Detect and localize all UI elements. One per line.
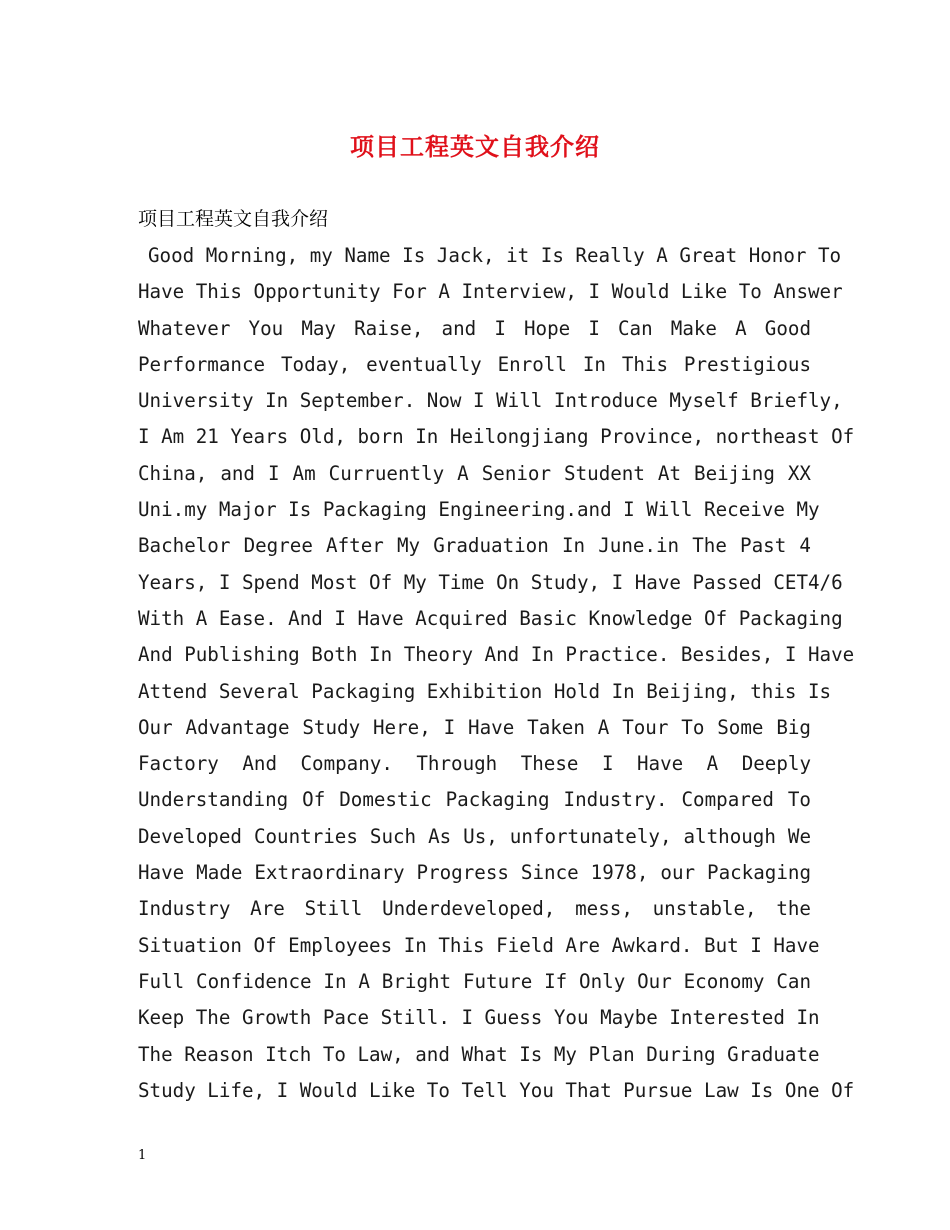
body-line: Understanding Of Domestic Packaging Industry. Compared To (138, 788, 811, 812)
body-line: China, and I Am Curruently A Senior Student At Beijing XX (138, 461, 811, 485)
body-line: With A Ease. And I Have Acquired Basic Knowledge Of Packaging (138, 606, 843, 630)
document-subtitle: 项目工程英文自我介绍 (138, 208, 329, 230)
body-line: Factory And Company. Through These I Have A Deeply (138, 752, 811, 776)
body-line: And Publishing Both In Theory And In Practice. Besides, I Have (138, 643, 855, 667)
page-number: 1 (138, 1148, 147, 1163)
document-body (138, 238, 855, 1109)
body-line: Industry Are Still Underdeveloped, mess, unstable, the (138, 897, 811, 921)
body-line: Developed Countries Such As Us, unfortunately, although We (138, 824, 811, 848)
body-line: Bachelor Degree After My Graduation In June.in The Past 4 (138, 534, 811, 558)
body-line: Uni.my Major Is Packaging Engineering.and I Will Receive My (138, 498, 820, 522)
body-line: Keep The Growth Pace Still. I Guess You Maybe Interested In (138, 1006, 820, 1030)
body-line: The Reason Itch To Law, and What Is My Plan During Graduate (138, 1042, 820, 1066)
body-line: Full Confidence In A Bright Future If Only Our Economy Can (138, 969, 811, 993)
body-line: Our Advantage Study Here, I Have Taken A Tour To Some Big (138, 715, 811, 739)
body-line: University In September. Now I Will Introduce Myself Briefly, (138, 389, 843, 413)
body-line: Attend Several Packaging Exhibition Hold In Beijing, this Is (138, 679, 832, 703)
document-title: 项目工程英文自我介绍 (350, 132, 600, 161)
body-line: Study Life, I Would Like To Tell You That Pursue Law Is One Of (138, 1078, 855, 1102)
body-line: Situation Of Employees In This Field Are Awkard. But I Have (138, 933, 820, 957)
body-line: Performance Today, eventually Enroll In This Prestigious (138, 352, 811, 376)
body-line: Good Morning, my Name Is Jack, it Is Really A Great Honor To (148, 244, 842, 267)
body-line: Have This Opportunity For A Interview, I Would Like To Answer (138, 280, 843, 304)
body-line: Years, I Spend Most Of My Time On Study, I Have Passed CET4/6 (138, 570, 843, 594)
body-line: Have Made Extraordinary Progress Since 1978, our Packaging (138, 861, 811, 885)
body-line: I Am 21 Years Old, born In Heilongjiang Province, northeast Of (138, 425, 855, 449)
body-line: Whatever You May Raise, and I Hope I Can Make A Good (138, 316, 811, 340)
